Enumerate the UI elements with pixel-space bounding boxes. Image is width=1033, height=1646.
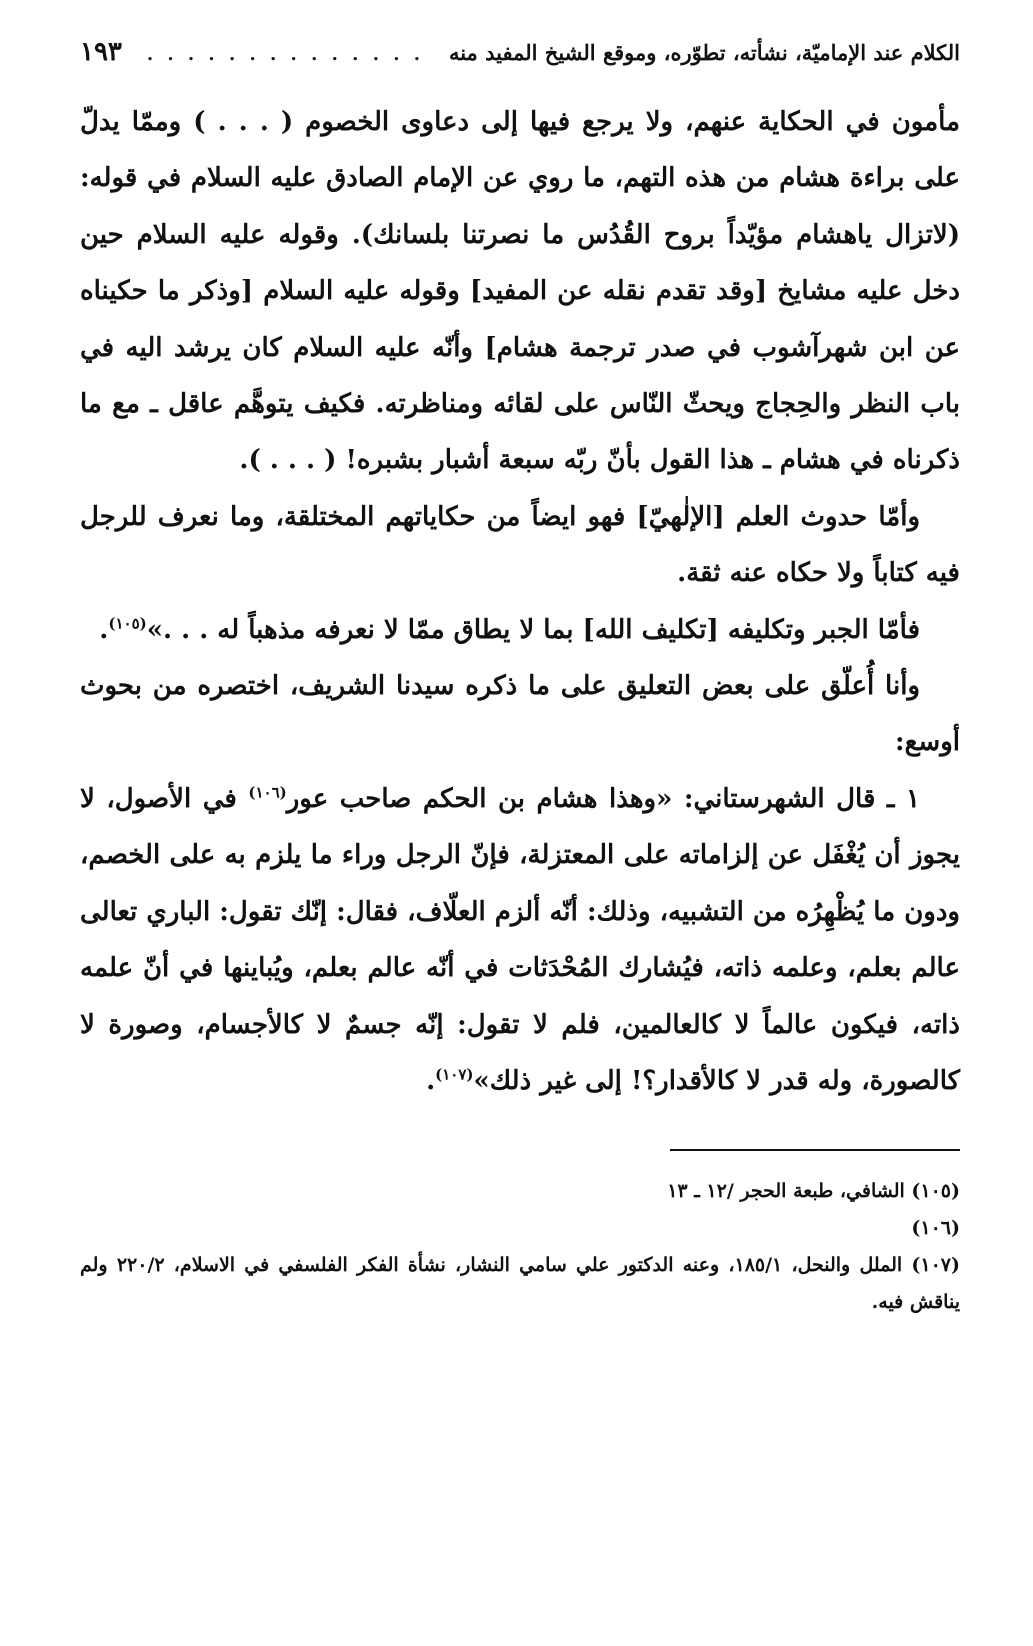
paragraph-5-middle: في الأصول، لا يجوز أن يُغْفَل عن إلزاماته على المعتزلة، فإنّ الرجل وراء ما يلزم به على الخصم، ودون ما يُظْهِرُه من التشبيه، وذلك: أنّه ألزم العلّاف، فقال: إنّك تقول: الباري تعالى عالم بعلم، وعلمه ذاته، فيُشارك المُحْدَثات في أنّه عالم بعلم، ويُباينها في أنّ علمه ذاته، فيكون عالماً لا كالعالمين، فلم لا تقول: إنّه جسمٌ لا كالأجسام، وصورة لا كالصورة، وله قدر لا كالأقدار؟! إلى غير ذلك» <box>80 783 960 1096</box>
page-number: ١٩٣ <box>80 37 122 67</box>
paragraph-5-text: ١ ـ قال الشهرستاني: «وهذا هشام بن الحكم صاحب عور <box>286 783 920 814</box>
footnote-105: (١٠٥) الشافي، طبعة الحجر /١٢ ـ ١٣ <box>667 1180 960 1203</box>
paragraph-4 <box>80 658 960 771</box>
paragraph-2-text: وأمّا حدوث العلم [الإلٰهيّ] فهو ايضاً من حكاياتهم المختلقة، وما نعرف للرجل فيه كتاباً ولا حكاه عنه ثقة. <box>80 501 960 589</box>
footnote-106: (١٠٦) <box>911 1217 960 1240</box>
paragraph-5 <box>80 771 960 1109</box>
paragraph-1-text: مأمون في الحكاية عنهم، ولا يرجع فيها إلى دعاوى الخصوم ( . . . ) وممّا يدلّ على براءة هشام من هذه التهم، ما روي عن الإمام الصادق عليه السلام في قوله: (لاتزال ياهشام مؤيّداً بروح القُدُس ما نصرتنا بلسانك). وقوله عليه السلام حين دخل عليه مشايخ [وقد تقدم نقله عن المفيد] وقوله عليه السلام [وذكر ما حكيناه عن ابن شهرآشوب في صدر ترجمة هشام] وأنّه عليه السلام كان يرشد اليه في باب النظر والحِجاج ويحثّ النّاس على لقائه ومناظرته. فكيف يتوهَّم عاقل ـ مع ما ذكرناه في هشام ـ هذا القول بأنّ ربّه سبعة أشبار بشبره! ( . . . ). <box>80 107 960 476</box>
footnotes <box>80 1173 960 1321</box>
footnote-separator <box>670 1149 960 1151</box>
running-header-title: الكلام عند الإماميّة، نشأته، تطوّره، وموقع الشيخ المفيد منه <box>448 40 960 65</box>
header-leader-dots: . . . . . . . . . . . . . . <box>146 44 425 65</box>
paragraph-3-text: فأمّا الجبر وتكليفه [تكليف الله] بما لا يطاق ممّا لا نعرفه مذهباً له . . .» <box>146 614 920 645</box>
footnote-107: (١٠٧) الملل والنحل، ١٨٥/١، وعنه الدكتور علي سامي النشار، نشأة الفكر الفلسفي في الاسلام، ٢٢٠/٢ ولم يناقش فيه. <box>80 1254 960 1314</box>
main-text <box>80 94 960 1109</box>
footnote-ref-106[interactable]: (١٠٦) <box>248 783 287 802</box>
paragraph-2 <box>80 489 960 602</box>
paragraph-1 <box>80 94 960 489</box>
book-page <box>80 30 960 1321</box>
paragraph-3 <box>80 602 960 658</box>
footnote-ref-105[interactable]: (١٠٥) <box>108 614 147 632</box>
paragraph-5-tail: . <box>426 1065 436 1096</box>
paragraph-4-text: وأنا أُعلّق على بعض التعليق على ما ذكره سيدنا الشريف، اختصره من بحوث أوسع: <box>80 671 960 758</box>
running-header <box>80 30 960 74</box>
paragraph-3-tail: . <box>99 614 109 645</box>
footnote-ref-107[interactable]: (١٠٧) <box>435 1065 474 1084</box>
